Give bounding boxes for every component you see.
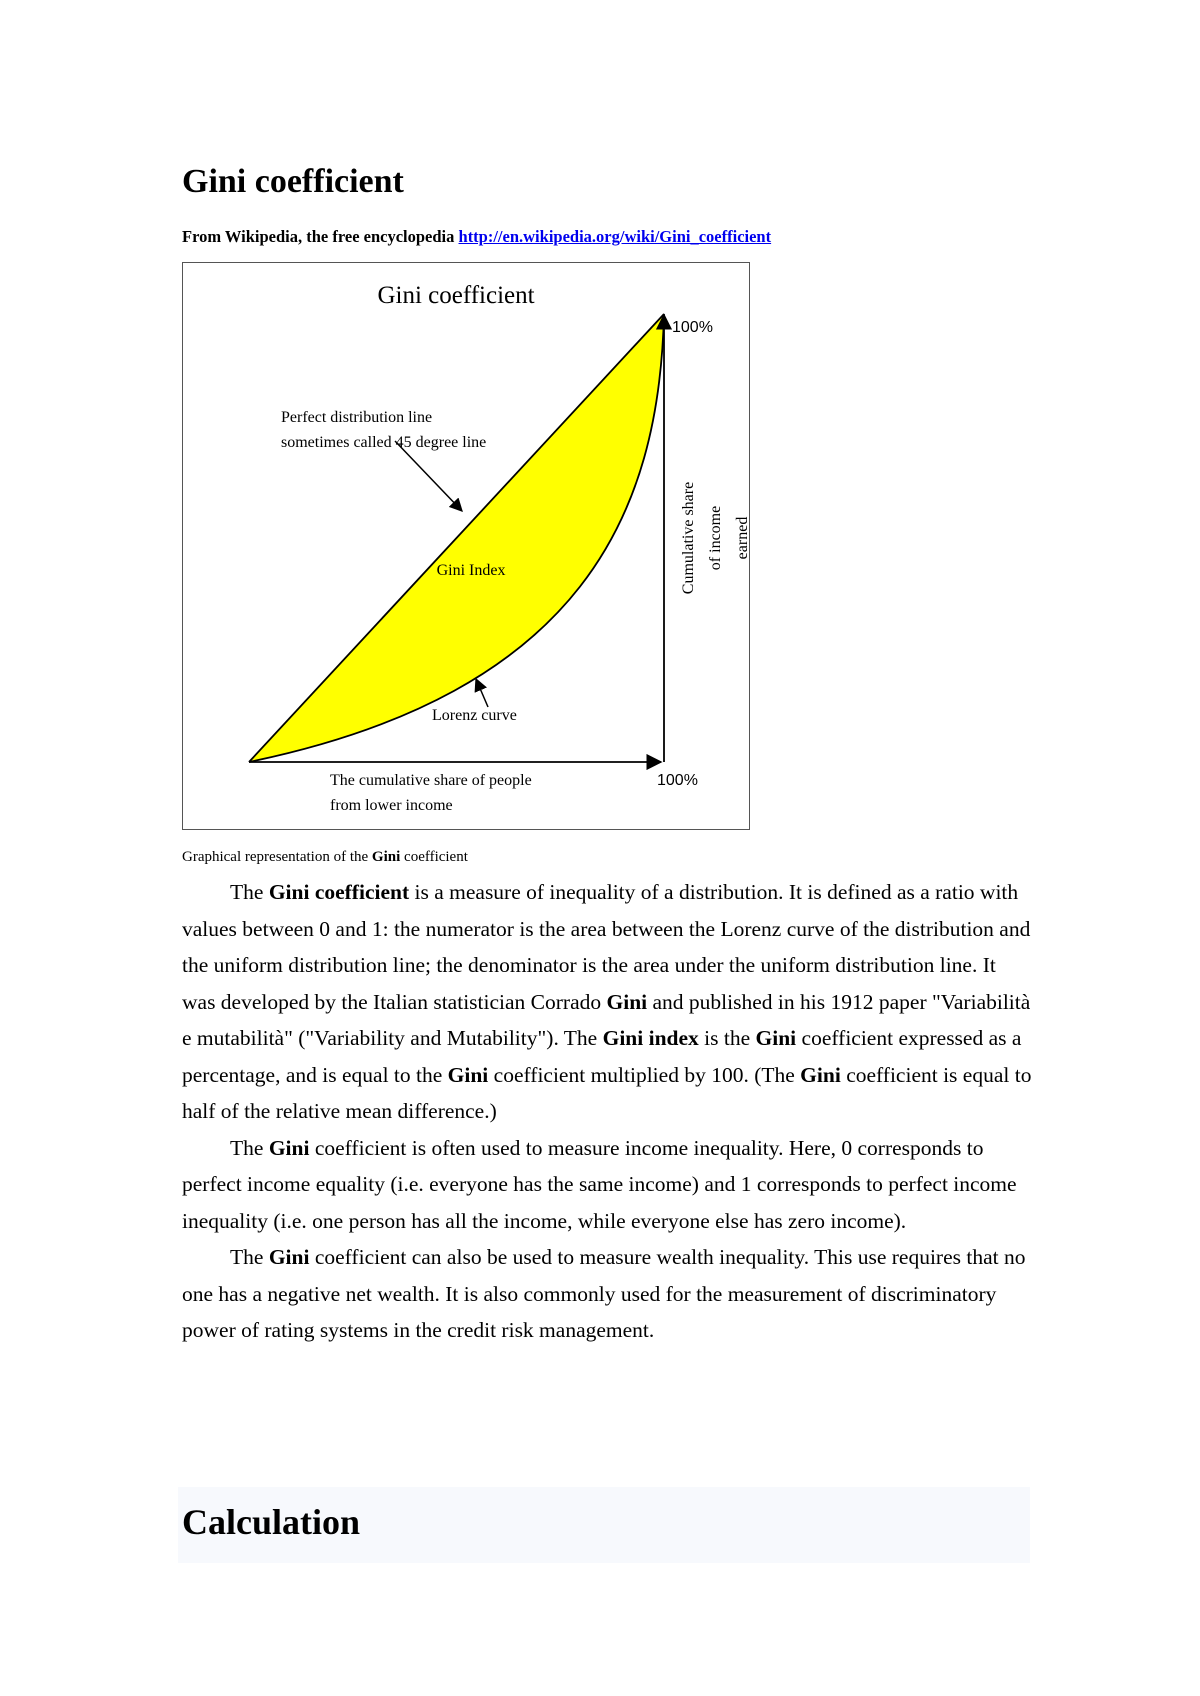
text-run: coefficient multiplied by 100. (The — [493, 1062, 795, 1087]
bold-term: Gini — [755, 1026, 797, 1050]
figure-caption — [182, 847, 468, 867]
gini-figure — [182, 262, 750, 830]
x-axis-max-label: 100% — [657, 772, 698, 789]
perfect-line-label-2: sometimes called 45 degree line — [281, 434, 487, 451]
lorenz-curve-label: Lorenz curve — [432, 707, 517, 724]
section-heading-calculation: Calculation — [182, 1502, 361, 1542]
y-axis-label-2: of income — [707, 505, 724, 571]
gini-index-label: Gini Index — [436, 562, 506, 579]
source-text: From Wikipedia, the free encyclopedia — [182, 227, 455, 246]
gini-diagram — [183, 263, 749, 829]
paragraph-income-inequality — [182, 1130, 1032, 1240]
bold-term: Gini — [268, 1135, 310, 1160]
x-axis-label-1: The cumulative share of people — [330, 772, 532, 789]
paragraph-definition — [182, 874, 1032, 1130]
caption-post: coefficient — [404, 849, 468, 865]
bold-term: Gini — [447, 1062, 489, 1087]
caption-bold: Gini — [371, 849, 401, 865]
text-run: coefficient is equal to half of the relative mean difference.) — [182, 1062, 1032, 1123]
y-axis-label — [680, 482, 751, 594]
text-run: The — [230, 1245, 264, 1269]
figure-title: Gini coefficient — [377, 282, 535, 309]
text-run: and published in his 1912 paper "Variabilità e mutabilità" ("Variability and Mutability"). The — [182, 989, 1031, 1050]
article-body — [182, 874, 1032, 1349]
text-run: coefficient expressed as a percentage, and is equal to the — [182, 1026, 1022, 1087]
paragraph-wealth-inequality — [182, 1239, 1032, 1349]
text-run: coefficient can also be used to measure wealth inequality. This use requires that no one has a negative net wealth. It is also commonly used for the measurement of discriminatory power of rating systems in the credit risk management. — [182, 1245, 1026, 1342]
text-run: is a measure of inequality of a distribution. It is defined as a ratio with values between 0 and 1: the numerator is the area between the Lorenz curve of the distribution and the uniform distribution line; the denominator is the area under the uniform distribution line. It was developed by the Italian statistician Corrado — [182, 880, 1031, 1014]
y-axis-label-3: earned — [734, 516, 751, 560]
text-run: The — [230, 1135, 264, 1160]
source-line — [182, 226, 771, 248]
x-axis-label-2: from lower income — [330, 797, 453, 814]
bold-term: Gini — [606, 989, 648, 1014]
text-run: The — [230, 880, 264, 904]
bold-term: Gini — [800, 1062, 841, 1087]
page-title: Gini coefficient — [182, 163, 404, 200]
perfect-line-arrow — [395, 441, 462, 511]
y-axis-label-1: Cumulative share — [680, 481, 697, 595]
y-axis-max-label: 100% — [672, 319, 713, 336]
perfect-line-label-1: Perfect distribution line — [281, 409, 433, 426]
lorenz-arrow — [476, 679, 488, 707]
caption-pre: Graphical representation of the — [182, 849, 369, 865]
bold-term: Gini — [268, 1245, 310, 1269]
source-link[interactable]: http://en.wikipedia.org/wiki/Gini_coefficient — [458, 227, 772, 246]
text-run: is the — [704, 1026, 751, 1050]
bold-term: Gini coefficient — [268, 880, 410, 904]
text-run: coefficient is often used to measure income inequality. Here, 0 corresponds to perfect income equality (i.e. everyone has the same income) and 1 corresponds to perfect income inequality (i.e. one person has all the income, while everyone else has zero income). — [182, 1135, 1017, 1233]
bold-term: Gini index — [602, 1026, 699, 1050]
